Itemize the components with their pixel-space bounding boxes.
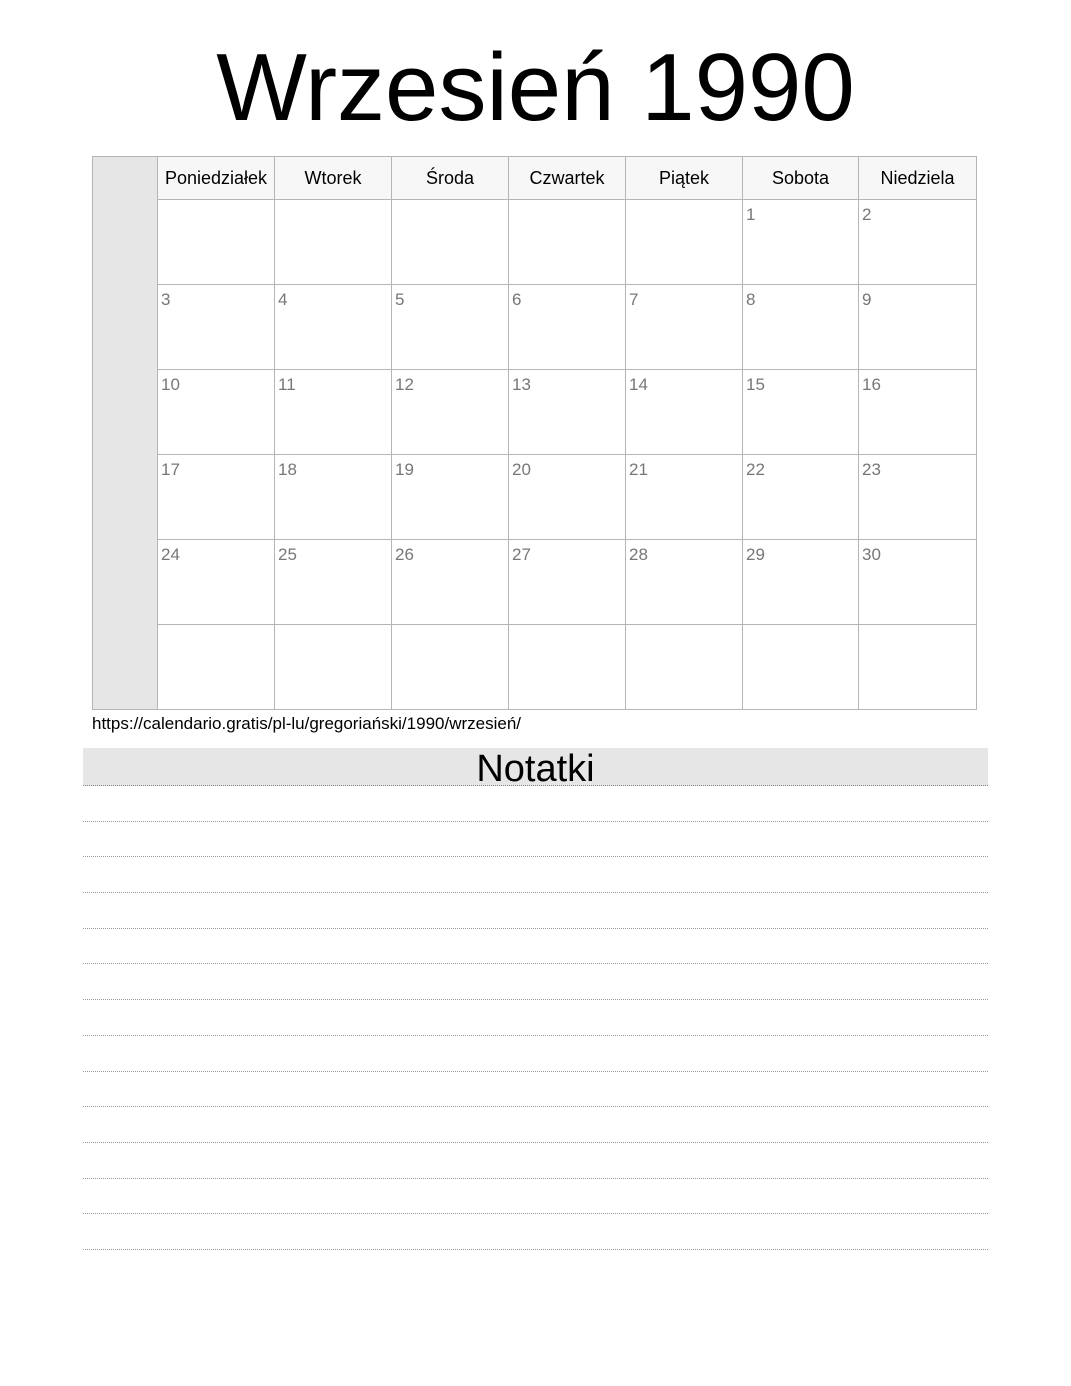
note-line bbox=[83, 1214, 988, 1250]
weekday-header: Poniedziałek bbox=[158, 157, 275, 200]
day-cell bbox=[626, 625, 743, 709]
day-cell bbox=[158, 200, 275, 285]
day-cell: 10 bbox=[158, 370, 275, 455]
weekday-header: Sobota bbox=[743, 157, 859, 200]
note-line bbox=[83, 1000, 988, 1036]
note-line bbox=[83, 929, 988, 965]
note-line bbox=[83, 964, 988, 1000]
calendar-grid bbox=[92, 156, 977, 710]
day-cell bbox=[626, 200, 743, 285]
source-url: https://calendario.gratis/pl-lu/gregoriański/1990/wrzesień/ bbox=[92, 714, 522, 733]
day-cell: 14 bbox=[626, 370, 743, 455]
day-cell: 16 bbox=[859, 370, 976, 455]
day-cell bbox=[158, 625, 275, 709]
calendar-days bbox=[158, 157, 976, 709]
day-cell: 13 bbox=[509, 370, 626, 455]
day-cell: 7 bbox=[626, 285, 743, 370]
day-cell: 11 bbox=[275, 370, 392, 455]
day-cell: 21 bbox=[626, 455, 743, 540]
day-cell bbox=[275, 200, 392, 285]
day-cell: 18 bbox=[275, 455, 392, 540]
day-cell: 8 bbox=[743, 285, 859, 370]
day-cell: 20 bbox=[509, 455, 626, 540]
week-number-column bbox=[93, 157, 158, 709]
note-line bbox=[83, 1107, 988, 1143]
weekday-header: Piątek bbox=[626, 157, 743, 200]
day-cell: 29 bbox=[743, 540, 859, 625]
day-cell: 22 bbox=[743, 455, 859, 540]
weekday-header: Czwartek bbox=[509, 157, 626, 200]
day-cell: 19 bbox=[392, 455, 509, 540]
day-cell: 9 bbox=[859, 285, 976, 370]
day-cell: 24 bbox=[158, 540, 275, 625]
day-cell: 26 bbox=[392, 540, 509, 625]
weekday-header: Wtorek bbox=[275, 157, 392, 200]
weekday-header: Niedziela bbox=[859, 157, 976, 200]
weekday-header: Środa bbox=[392, 157, 509, 200]
note-line bbox=[83, 1143, 988, 1179]
day-cell bbox=[509, 200, 626, 285]
day-cell: 17 bbox=[158, 455, 275, 540]
day-cell: 5 bbox=[392, 285, 509, 370]
day-cell: 6 bbox=[509, 285, 626, 370]
notes-lines bbox=[83, 786, 988, 1250]
day-cell: 25 bbox=[275, 540, 392, 625]
day-cell: 3 bbox=[158, 285, 275, 370]
note-line bbox=[83, 786, 988, 822]
day-cell: 30 bbox=[859, 540, 976, 625]
day-cell: 12 bbox=[392, 370, 509, 455]
day-cell bbox=[743, 625, 859, 709]
day-cell: 27 bbox=[509, 540, 626, 625]
day-cell: 28 bbox=[626, 540, 743, 625]
day-cell: 4 bbox=[275, 285, 392, 370]
note-line bbox=[83, 1072, 988, 1108]
note-line bbox=[83, 857, 988, 893]
day-cell bbox=[859, 625, 976, 709]
note-line bbox=[83, 1036, 988, 1072]
notes-title: Notatki bbox=[83, 748, 988, 786]
day-cell bbox=[275, 625, 392, 709]
day-cell bbox=[509, 625, 626, 709]
note-line bbox=[83, 1179, 988, 1215]
note-line bbox=[83, 893, 988, 929]
day-cell: 23 bbox=[859, 455, 976, 540]
day-cell: 1 bbox=[743, 200, 859, 285]
day-cell bbox=[392, 625, 509, 709]
day-cell: 2 bbox=[859, 200, 976, 285]
notes-section bbox=[83, 748, 988, 1250]
day-cell bbox=[392, 200, 509, 285]
note-line bbox=[83, 822, 988, 858]
page-title: Wrzesień 1990 bbox=[216, 34, 855, 141]
day-cell: 15 bbox=[743, 370, 859, 455]
